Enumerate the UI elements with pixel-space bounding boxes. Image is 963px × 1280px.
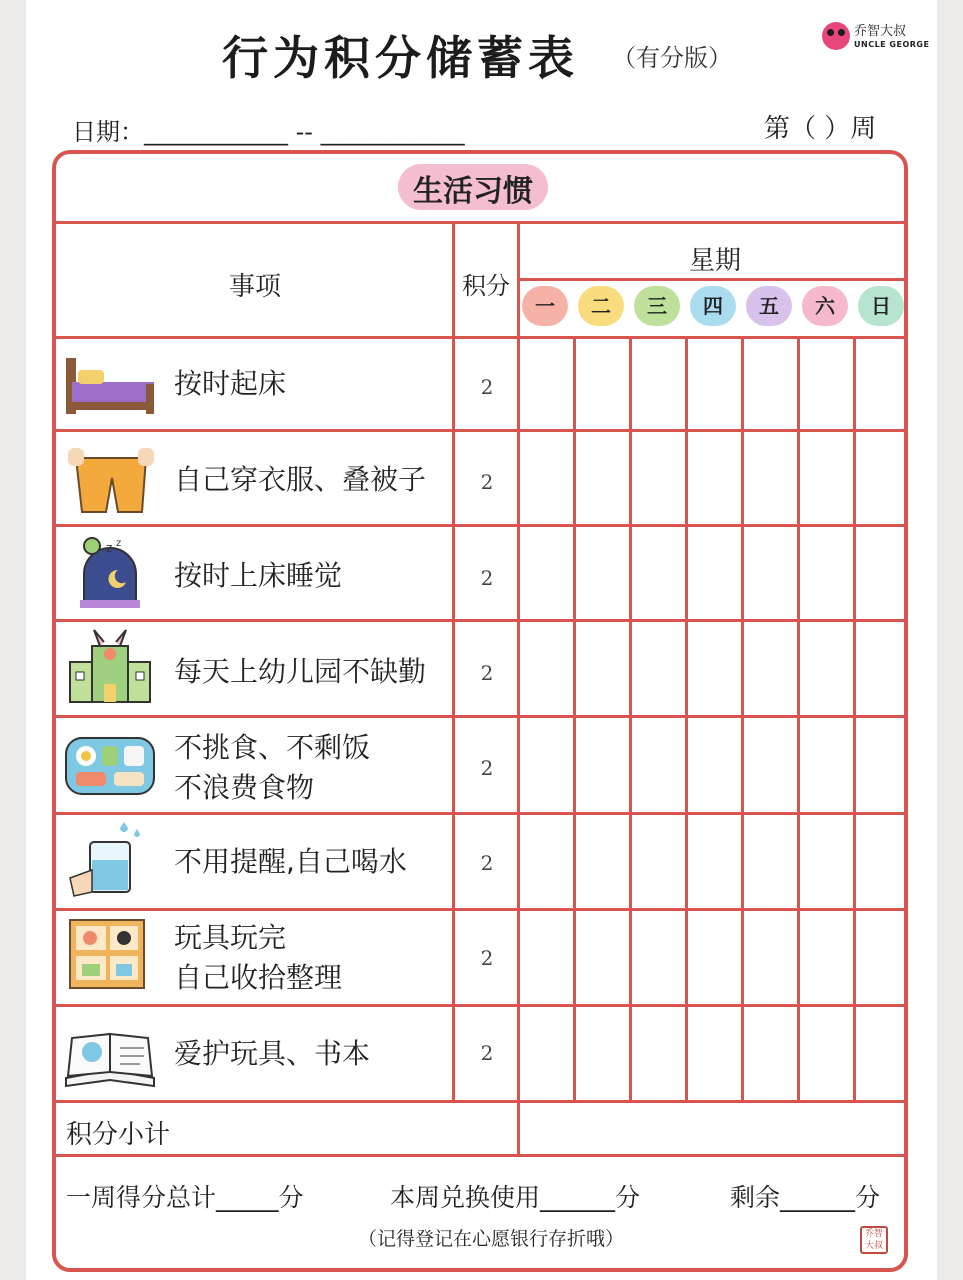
grid-line <box>629 336 632 1100</box>
date-field[interactable]: 日期：____________ -- ____________ <box>72 118 465 146</box>
section-title: 生活习惯 <box>413 174 533 209</box>
grid-line <box>54 429 906 432</box>
week-field[interactable]: 第（ ）周 <box>764 114 877 144</box>
logo-cn-text: 乔智大叔 <box>854 24 907 39</box>
footnote: （记得登记在心愿银行存折哦） <box>358 1228 625 1250</box>
brand-logo <box>822 20 930 56</box>
page-subtitle: （有分版） <box>612 44 732 72</box>
grid-line <box>741 336 744 1100</box>
header-points: 积分 <box>462 272 510 300</box>
weekly-total-field[interactable]: 一周得分总计_____分 <box>66 1183 304 1212</box>
grid-line <box>54 1154 906 1157</box>
item-points: 2 <box>480 375 494 399</box>
grid-line <box>54 908 906 911</box>
kindergarten-icon <box>62 628 158 706</box>
day-wed: 三 <box>634 286 680 326</box>
item-points: 2 <box>480 661 494 685</box>
logo-en-text: UNCLE GEORGE <box>854 40 930 49</box>
page-title: 行为积分储蓄表 <box>222 31 579 85</box>
svg-text:z: z <box>116 538 122 549</box>
item-points: 2 <box>480 851 494 875</box>
grid-line <box>54 1100 906 1103</box>
day-tue: 二 <box>578 286 624 326</box>
item-label: 按时起床 <box>174 367 287 400</box>
grid-line <box>685 336 688 1100</box>
svg-text:z: z <box>106 541 113 555</box>
subtotal-label: 积分小计 <box>66 1120 171 1150</box>
item-label: 按时上床睡觉 <box>174 559 343 592</box>
item-points: 2 <box>480 566 494 590</box>
day-sun: 日 <box>858 286 904 326</box>
header-weekday: 星期 <box>688 246 741 276</box>
sleep-clock-icon <box>62 534 158 612</box>
header-item: 事项 <box>228 272 281 302</box>
grid-line <box>573 336 576 1100</box>
grid-line <box>54 524 906 527</box>
grid-line <box>518 278 906 281</box>
grid-line <box>853 336 856 1100</box>
item-points: 2 <box>480 946 494 970</box>
item-label: 爱护玩具、书本 <box>174 1037 371 1070</box>
grid-line <box>54 221 906 224</box>
pants-icon <box>62 438 158 516</box>
grid-line <box>54 715 906 718</box>
seal-stamp: 乔智 大叔 <box>860 1226 888 1254</box>
day-thu: 四 <box>690 286 736 326</box>
bed-icon <box>62 344 158 422</box>
item-label-line2: 不浪费食物 <box>174 771 315 804</box>
item-points: 2 <box>480 756 494 780</box>
weekly-exchange-field[interactable]: 本周兑换使用______分 <box>390 1183 641 1212</box>
item-points: 2 <box>480 1041 494 1065</box>
toy-shelf-icon <box>62 916 158 994</box>
item-label: 自己穿衣服、叠被子 <box>174 463 427 496</box>
remaining-field[interactable]: 剩余______分 <box>730 1183 881 1212</box>
grid-line <box>54 812 906 815</box>
grid-line <box>54 1004 906 1007</box>
item-label: 不挑食、不剩饭 <box>174 731 371 764</box>
grid-line <box>452 222 455 1100</box>
grid-line <box>54 336 906 339</box>
item-label: 玩具玩完 <box>174 921 287 954</box>
day-fri: 五 <box>746 286 792 326</box>
day-sat: 六 <box>802 286 848 326</box>
grid-line <box>54 619 906 622</box>
item-label: 每天上幼儿园不缺勤 <box>174 655 427 688</box>
item-label-line2: 自己收拾整理 <box>174 961 343 994</box>
item-label: 不用提醒,自己喝水 <box>174 845 407 878</box>
water-glass-icon <box>62 820 158 898</box>
day-mon: 一 <box>522 286 568 326</box>
food-tray-icon <box>62 726 158 804</box>
item-points: 2 <box>480 470 494 494</box>
grid-line <box>517 222 520 1154</box>
grid-line <box>797 336 800 1100</box>
panda-icon <box>822 22 850 50</box>
open-book-icon <box>62 1014 158 1092</box>
